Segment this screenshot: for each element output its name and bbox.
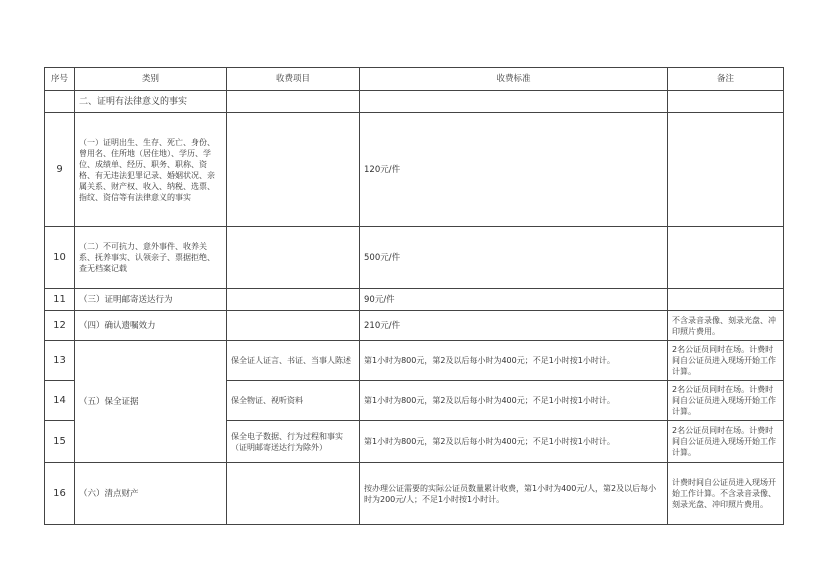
- row-no: 16: [45, 463, 75, 525]
- empty-cell: [360, 91, 668, 113]
- row-note: 计费时间自公证员进入现场开始工作计算。不含录音录像、刻录光盘、冲印照片费用。: [668, 463, 784, 525]
- row-item: [227, 463, 360, 525]
- row-note: [668, 113, 784, 227]
- header-category: 类别: [75, 68, 227, 91]
- row-category: （四）确认遗嘱效力: [75, 311, 227, 341]
- table-row: [45, 227, 784, 289]
- row-category-merged: （五）保全证据: [75, 341, 227, 463]
- row-item: 保全物证、视听资料: [227, 381, 360, 421]
- row-note: 不含录音录像、刻录光盘、冲印照片费用。: [668, 311, 784, 341]
- row-no: 15: [45, 421, 75, 463]
- fee-table: [44, 67, 784, 525]
- row-standard: 第1小时为800元，第2及以后每小时为400元；不足1小时按1小时计。: [360, 381, 668, 421]
- section-no: [45, 91, 75, 113]
- header-row: [45, 68, 784, 91]
- empty-cell: [227, 91, 360, 113]
- row-item: 保全证人证言、书证、当事人陈述: [227, 341, 360, 381]
- row-note: 2名公证员同时在场。计费时间自公证员进入现场开始工作计算。: [668, 381, 784, 421]
- row-category: （三）证明邮寄送达行为: [75, 289, 227, 311]
- row-item: [227, 113, 360, 227]
- section-row: [45, 91, 784, 113]
- row-item: 保全电子数据、行为过程和事实（证明邮寄送达行为除外）: [227, 421, 360, 463]
- row-category: （六）清点财产: [75, 463, 227, 525]
- row-standard: 120元/件: [360, 113, 668, 227]
- header-item: 收费项目: [227, 68, 360, 91]
- row-no: 11: [45, 289, 75, 311]
- row-no: 12: [45, 311, 75, 341]
- row-no: 13: [45, 341, 75, 381]
- row-item: [227, 289, 360, 311]
- row-note: [668, 227, 784, 289]
- header-no: 序号: [45, 68, 75, 91]
- row-standard: 210元/件: [360, 311, 668, 341]
- table-row: [45, 463, 784, 525]
- row-no: 10: [45, 227, 75, 289]
- table-row: [45, 113, 784, 227]
- fee-table-page: [44, 67, 783, 525]
- row-standard: 第1小时为800元，第2及以后每小时为400元；不足1小时按1小时计。: [360, 421, 668, 463]
- row-note: [668, 289, 784, 311]
- empty-cell: [668, 91, 784, 113]
- table-row: [45, 341, 784, 381]
- row-item: [227, 227, 360, 289]
- row-standard: 90元/件: [360, 289, 668, 311]
- table-row: [45, 289, 784, 311]
- header-standard: 收费标准: [360, 68, 668, 91]
- table-row: [45, 311, 784, 341]
- row-note: 2名公证员同时在场。计费时间自公证员进入现场开始工作计算。: [668, 421, 784, 463]
- row-category: （二）不可抗力、意外事件、收养关系、抚养事实、认领亲子、票据拒绝、查无档案记载: [75, 227, 227, 289]
- row-no: 14: [45, 381, 75, 421]
- row-standard: 第1小时为800元，第2及以后每小时为400元；不足1小时按1小时计。: [360, 341, 668, 381]
- row-standard: 500元/件: [360, 227, 668, 289]
- row-standard: 按办理公证需要的实际公证员数量累计收费，第1小时为400元/人，第2及以后每小时为200元/人；不足1小时按1小时计。: [360, 463, 668, 525]
- row-note: 2名公证员同时在场。计费时间自公证员进入现场开始工作计算。: [668, 341, 784, 381]
- row-category: （一）证明出生、生存、死亡、身份、曾用名、住所地（居住地）、学历、学位、成绩单、经历、职务、职称、资格、有无违法犯罪记录、婚姻状况、亲属关系、财产权、收入、纳税、选票、指纹、资信等有法律意义的事实: [75, 113, 227, 227]
- header-note: 备注: [668, 68, 784, 91]
- row-item: [227, 311, 360, 341]
- row-no: 9: [45, 113, 75, 227]
- section-title: 二、证明有法律意义的事实: [75, 91, 227, 113]
